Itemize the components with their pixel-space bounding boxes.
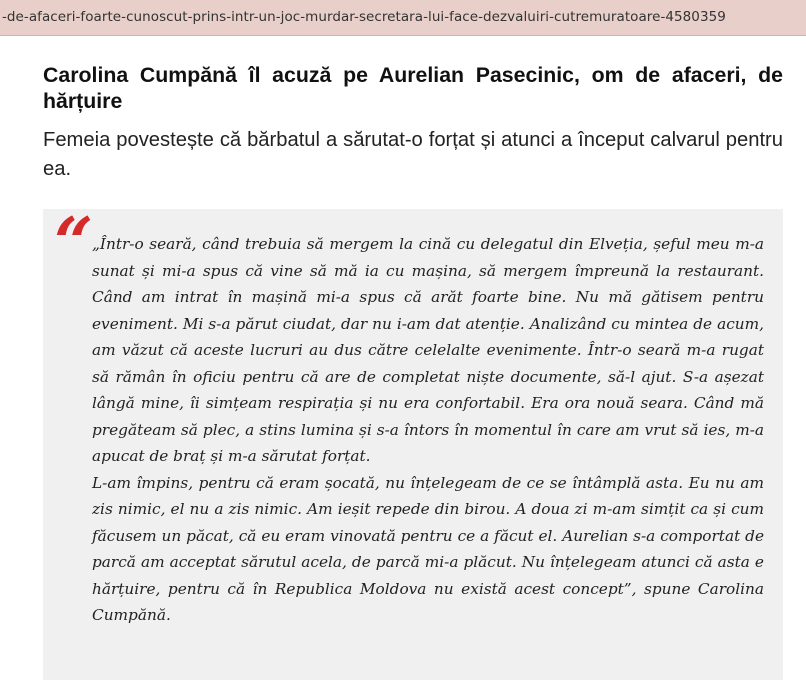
address-bar[interactable] — [0, 0, 806, 36]
quote-paragraph: „Într-o seară, când trebuia să mergem la cină cu delegatul din Elveția, șeful meu m-a sunat și mi-a spus că vine să mă ia cu mașina, să mergem împreună la restaurant. Când am intrat în mașină mi-a spus că arăt foarte bine. Nu mă gătisem pentru eveniment. Mi s-a părut ciudat, dar nu i-am dat atenție. Analizând cu mintea de acum, am văzut că aceste lucruri au dus către celelalte evenimente. Într-o seară m-a rugat să rămân în oficiu pentru că are de completat niște documente, să-l ajut. S-a așezat lângă mine, îi simțeam respirația și nu era confortabil. Era ora nouă seara. Când mă pregăteam să plec, a stins lumina și s-a întors în momentul în care am vrut să ies, m-a apucat de braț și m-a sărutat forțat. — [92, 235, 764, 465]
article-lead: Femeia povestește că bărbatul a sărutat-o forțat și atunci a început calvarul pentru ea. — [43, 129, 783, 180]
quote-mark-icon: “ — [54, 203, 94, 283]
blockquote — [43, 203, 783, 680]
article-header — [43, 62, 783, 184]
article-headline: Carolina Cumpănă îl acuză pe Aurelian Pasecinic, om de afaceri, de hărțuire — [43, 63, 783, 113]
url-text[interactable]: -de-afaceri-foarte-cunoscut-prins-intr-un-joc-murdar-secretara-lui-face-dezvaluiri-cutremuratoare-4580359 — [2, 9, 726, 25]
quote-text — [92, 231, 764, 629]
quote-paragraph: L-am împins, pentru că eram șocată, nu înțelegeam de ce se întâmplă asta. Eu nu am zis nimic, el nu a zis nimic. Am ieșit repede din birou. A doua zi m-am simțit ca și cum făcusem un păcat, că eu eram vinovată pentru ce a făcut el. Aurelian s-a comportat de parcă am acceptat sărutul acela, de parcă mi-a plăcut. Nu înțelegeam atunci că asta e hărțuire, pentru că în Republica Moldova nu există acest concept”, spune Carolina Cumpănă. — [92, 473, 764, 624]
